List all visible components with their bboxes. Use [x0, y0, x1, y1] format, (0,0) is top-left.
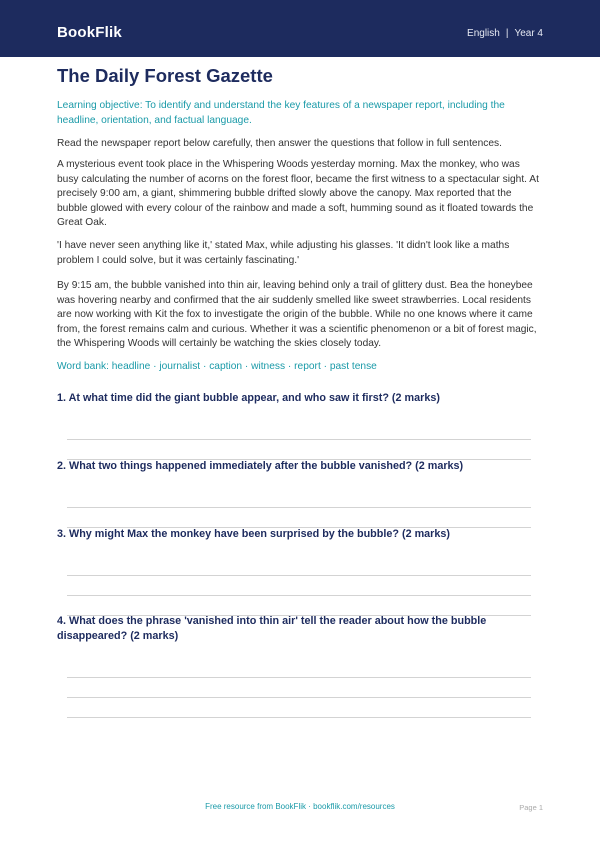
word-bank-word: · report [285, 361, 321, 372]
question-1: 1. At what time did the giant bubble appear, and who saw it first? (2 marks) [57, 392, 440, 404]
answer-line[interactable] [67, 439, 531, 440]
word-bank-word: headline [111, 361, 151, 372]
word-bank [57, 361, 377, 372]
word-bank-word: · past tense [321, 361, 377, 372]
answer-line[interactable] [67, 507, 531, 508]
word-bank-label: Word bank: [57, 361, 112, 372]
answer-line[interactable] [67, 677, 531, 678]
meta-divider: | [505, 28, 509, 39]
page-number: Page 1 [519, 803, 543, 812]
word-bank-word: · witness [242, 361, 285, 372]
page-title: The Daily Forest Gazette [57, 65, 273, 86]
answer-line[interactable] [67, 575, 531, 576]
subject-label: English [467, 28, 500, 39]
subject-year [467, 28, 543, 39]
instructions: Read the newspaper report below carefully, then answer the questions that follow in full sentences. [57, 138, 502, 149]
question-4: 4. What does the phrase 'vanished into thin air' tell the reader about how the bubble disappeared? (2 marks) [57, 615, 487, 642]
answer-line[interactable] [67, 717, 531, 718]
article-paragraph: 'I have never seen anything like it,' stated Max, while adjusting his glasses. 'It didn't look like a maths problem I could solve, but it was certainly fascinating.' [57, 240, 510, 266]
article-paragraph: By 9:15 am, the bubble vanished into thin air, leaving behind only a trail of glittery dust. Bea the honeybee was hovering nearby and confirmed that the air suddenly smelled like sweet strawberries. Local residents are now working with Kit the fox to investigate the origin of the bubble. While no one knows where it came from, the forest remains calm and curious. Whether it was a scientific phenomenon or a bit of forest magic, the Whispering Woods will certainly be watching the skies closely today. [57, 280, 537, 349]
word-bank-word: · journalist [150, 361, 200, 372]
question-3: 3. Why might Max the monkey have been surprised by the bubble? (2 marks) [57, 528, 450, 540]
question-2: 2. What two things happened immediately after the bubble vanished? (2 marks) [57, 460, 464, 472]
footer-resource-link[interactable]: Free resource from BookFlik · bookflik.com/resources [205, 802, 395, 811]
answer-line[interactable] [67, 697, 531, 698]
brand-logo[interactable]: BookFlik [57, 24, 122, 41]
year-label: Year 4 [514, 28, 543, 39]
header-bar [0, 0, 600, 57]
word-bank-word: · caption [200, 361, 242, 372]
answer-line[interactable] [67, 595, 531, 596]
learning-objective: Learning objective: To identify and understand the key features of a newspaper report, including the headline, orientation, and factual language. [57, 100, 505, 126]
article-paragraph: A mysterious event took place in the Whispering Woods yesterday morning. Max the monkey, who was busy calculating the number of acorns on the forest floor, became the first witness to a spectacular sight. At precisely 9:00 am, a giant, shimmering bubble drifted slowly above the canopy. Max reported that the bubble glowed with every colour of the rainbow and made a soft, humming sound as it floated towards the Great Oak. [57, 159, 539, 228]
